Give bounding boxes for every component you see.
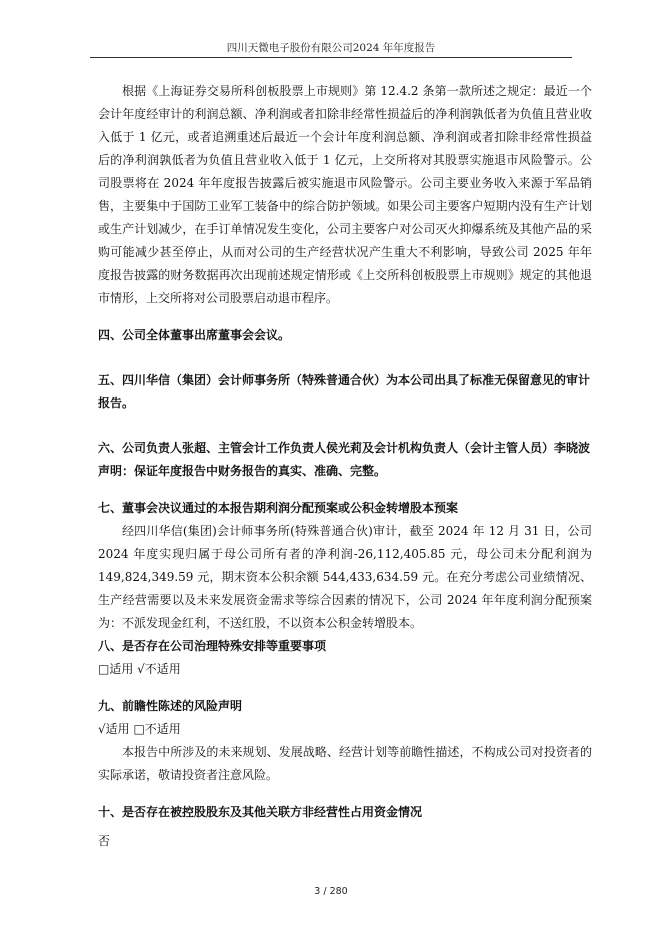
section-5-heading: 五、四川华信（集团）会计师事务所（特殊普通合伙）为本公司出具了标准无保留意见的审计报告。 bbox=[98, 373, 591, 410]
document-body bbox=[98, 80, 592, 853]
section-6-heading: 六、公司负责人张超、主管会计工作负责人侯光莉及会计机构负责人（会计主管人员）李晓波声明：保证年度报告中财务报告的真实、准确、完整。 bbox=[98, 441, 591, 478]
page-number: 3 / 280 bbox=[314, 886, 348, 897]
section-8-options: □适用 √不适用 bbox=[98, 662, 181, 676]
section-9-options: √适用 □不适用 bbox=[98, 722, 181, 736]
section-8-heading: 八、是否存在公司治理特殊安排等重要事项 bbox=[98, 639, 327, 653]
delisting-risk-paragraph: 根据《上海证券交易所科创板股票上市规则》第 12.4.2 条第一款所述之规定：最近一个会计年度经审计的利润总额、净利润或者扣除非经常性损益后的净利润孰低者为负值且营业收入低于 1 亿元，或者追溯重述后最近一个会计年度利润总额、净利润或者扣除非经常性损益后的净利润孰低者为负值且营业收入低于 1 亿元，上交所将对其股票实施退市风险警示。公司股票将在 2024 年年度报告披露后被实施退市风险警示。公司主要业务收入来源于军品销售，主要集中于国防工业军工装备中的综合防护领域。如果公司主要客户短期内没有生产计划或生产计划减少，在手订单情况发生变化，公司主要客户对公司灭火抑爆系统及其他产品的采购可能减少甚至停止，从而对公司的生产经营状况产生重大不利影响，导致公司 2025 年年度报告披露的财务数据再次出现前述规定情形或《上交所科创板股票上市规则》规定的其他退市情形，上交所将对公司股票启动退市程序。 bbox=[98, 84, 592, 305]
section-9-heading: 九、前瞻性陈述的风险声明 bbox=[98, 699, 243, 713]
page-header: 四川天微电子股份有限公司2024 年年度报告 bbox=[226, 42, 436, 54]
section-10-heading: 十、是否存在被控股股东及其他关联方非经营性占用资金情况 bbox=[98, 805, 423, 819]
section-7-heading: 七、董事会决议通过的本报告期利润分配预案或公积金转增股本预案 bbox=[98, 501, 459, 515]
header-divider bbox=[90, 57, 572, 58]
section-4-heading: 四、公司全体董事出席董事会会议。 bbox=[98, 328, 291, 342]
forward-looking-statement: 本报告中所涉及的未来规划、发展战略、经营计划等前瞻性描述，不构成公司对投资者的实际承诺，敬请投资者注意风险。 bbox=[98, 745, 592, 782]
section-10-answer: 否 bbox=[98, 834, 111, 848]
profit-distribution-paragraph: 经四川华信(集团)会计师事务所(特殊普通合伙)审计，截至 2024 年 12 月 31 日，公司 2024 年度实现归属于母公司所有者的净利润-26,112,405.85 元，母公司未分配利润为 149,824,349.59 元，期末资本公积余额 544,433,634.59 元。在充分考虑公司业绩情况、生产经营需要以及未来发展资金需求等综合因素的情况下，公司 2024 年年度利润分配预案为：不派发现金红利，不送红股，不以资本公积金转增股本。 bbox=[98, 524, 592, 630]
